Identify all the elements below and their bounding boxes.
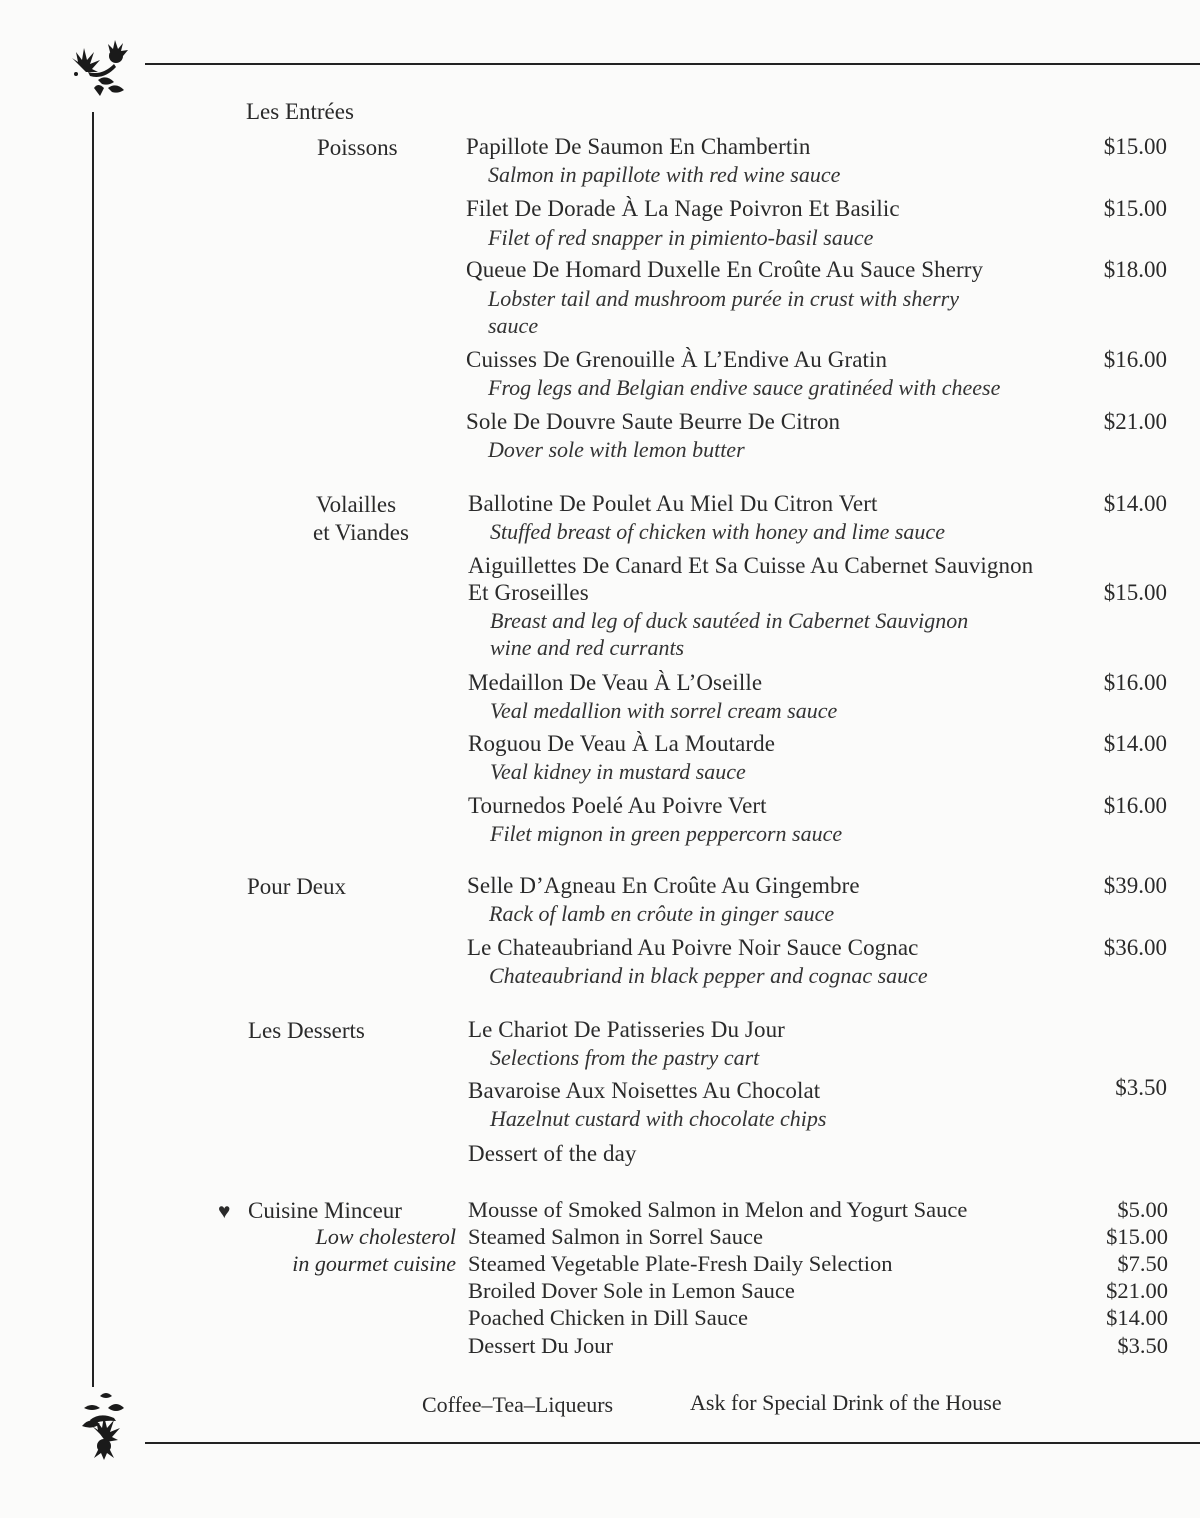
minceur-item-price: $15.00 bbox=[1106, 1224, 1168, 1249]
top-border-rule bbox=[145, 63, 1200, 65]
footer-drinks: Coffee–Tea–Liqueurs bbox=[422, 1392, 614, 1417]
section-sublabel: Low cholesterol bbox=[315, 1224, 456, 1249]
minceur-item-name: Steamed Vegetable Plate-Fresh Daily Selection bbox=[468, 1251, 893, 1276]
menu-item-name: Dessert of the day bbox=[468, 1141, 637, 1166]
page-title: Les Entrées bbox=[246, 99, 354, 124]
thistle-ornament-icon bbox=[68, 36, 138, 106]
minceur-item-price: $5.00 bbox=[1117, 1197, 1168, 1222]
menu-item-price: $39.00 bbox=[1103, 873, 1167, 898]
menu-item-name: Aiguillettes De Canard Et Sa Cuisse Au Cabernet Sauvignon bbox=[468, 553, 1034, 578]
menu-item-name: Tournedos Poelé Au Poivre Vert bbox=[468, 793, 767, 818]
minceur-item-price: $14.00 bbox=[1106, 1305, 1168, 1330]
menu-item-name: Cuisses De Grenouille À L’Endive Au Gratin bbox=[466, 347, 888, 372]
heart-icon: ♥ bbox=[218, 1199, 231, 1223]
menu-item-price: $15.00 bbox=[1103, 196, 1167, 221]
minceur-item-price: $7.50 bbox=[1117, 1251, 1168, 1276]
minceur-item-name: Mousse of Smoked Salmon in Melon and Yogurt Sauce bbox=[468, 1197, 968, 1222]
menu-item-name: Filet De Dorade À La Nage Poivron Et Basilic bbox=[466, 196, 900, 221]
minceur-item-name: Poached Chicken in Dill Sauce bbox=[468, 1305, 748, 1330]
menu-item-description: Lobster tail and mushroom purée in crust with sherry bbox=[488, 286, 959, 311]
section-label-volailles: Volailles bbox=[316, 492, 397, 517]
menu-item-description: Hazelnut custard with chocolate chips bbox=[490, 1106, 827, 1131]
menu-item-description: Frog legs and Belgian endive sauce gratinéed with cheese bbox=[488, 375, 1001, 400]
menu-item-price: $15.00 bbox=[1103, 580, 1167, 605]
menu-item-name: Medaillon De Veau À L’Oseille bbox=[468, 670, 763, 695]
menu-item-name: Queue De Homard Duxelle En Croûte Au Sauce Sherry bbox=[466, 257, 984, 282]
menu-item-description: Dover sole with lemon butter bbox=[488, 437, 745, 462]
minceur-item-price: $21.00 bbox=[1106, 1278, 1168, 1303]
menu-item-price: $16.00 bbox=[1103, 347, 1167, 372]
menu-item-name: Ballotine De Poulet Au Miel Du Citron Vert bbox=[468, 491, 878, 516]
menu-item-name: Roguou De Veau À La Moutarde bbox=[468, 731, 776, 756]
menu-item-description: Filet of red snapper in pimiento-basil sauce bbox=[488, 225, 874, 250]
menu-item-name: Papillote De Saumon En Chambertin bbox=[466, 134, 811, 159]
menu-item-description: Veal kidney in mustard sauce bbox=[490, 759, 746, 784]
menu-item-description: sauce bbox=[488, 313, 539, 338]
menu-item-price: $3.50 bbox=[1115, 1075, 1167, 1100]
section-label-desserts: Les Desserts bbox=[248, 1018, 365, 1043]
menu-item-description: Chateaubriand in black pepper and cognac sauce bbox=[489, 963, 928, 988]
footer-special-drink: Ask for Special Drink of the House bbox=[690, 1390, 1002, 1415]
minceur-item-price: $3.50 bbox=[1117, 1333, 1168, 1358]
menu-item-price: $16.00 bbox=[1103, 670, 1167, 695]
menu-item-name: Le Chateaubriand Au Poivre Noir Sauce Cognac bbox=[467, 935, 919, 960]
menu-item-description: Breast and leg of duck sautéed in Cabernet Sauvignon bbox=[490, 608, 969, 633]
minceur-item-name: Broiled Dover Sole in Lemon Sauce bbox=[468, 1278, 795, 1303]
menu-item-price: $14.00 bbox=[1103, 491, 1167, 516]
minceur-item-name: Steamed Salmon in Sorrel Sauce bbox=[468, 1224, 763, 1249]
menu-item-name: Le Chariot De Patisseries Du Jour bbox=[468, 1017, 785, 1042]
menu-item-description: Rack of lamb en crôute in ginger sauce bbox=[489, 901, 835, 926]
menu-item-name: Et Groseilles bbox=[468, 580, 589, 605]
section-label-poissons: Poissons bbox=[317, 135, 398, 160]
menu-item-description: Veal medallion with sorrel cream sauce bbox=[490, 698, 838, 723]
menu-item-price: $16.00 bbox=[1103, 793, 1167, 818]
menu-item-price: $21.00 bbox=[1103, 409, 1167, 434]
menu-item-price: $15.00 bbox=[1103, 134, 1167, 159]
section-sublabel: in gourmet cuisine bbox=[292, 1251, 456, 1276]
menu-item-description: Filet mignon in green peppercorn sauce bbox=[490, 821, 843, 846]
menu-item-description: Selections from the pastry cart bbox=[490, 1045, 760, 1070]
menu-item-name: Bavaroise Aux Noisettes Au Chocolat bbox=[468, 1078, 821, 1103]
menu-item-name: Sole De Douvre Saute Beurre De Citron bbox=[466, 409, 841, 434]
section-label-viandes: et Viandes bbox=[313, 520, 409, 545]
thistle-ornament-icon bbox=[70, 1386, 140, 1461]
menu-item-description: wine and red currants bbox=[490, 635, 685, 660]
menu-item-price: $14.00 bbox=[1103, 731, 1167, 756]
menu-item-description: Stuffed breast of chicken with honey and lime sauce bbox=[490, 519, 945, 544]
section-label-pour-deux: Pour Deux bbox=[247, 874, 347, 899]
menu-item-price: $18.00 bbox=[1103, 257, 1167, 282]
menu-item-name: Selle D’Agneau En Croûte Au Gingembre bbox=[467, 873, 860, 898]
section-label-minceur: Cuisine Minceur bbox=[248, 1198, 402, 1223]
left-border-rule bbox=[92, 112, 94, 1387]
minceur-item-name: Dessert Du Jour bbox=[468, 1333, 613, 1358]
bottom-border-rule bbox=[145, 1442, 1200, 1444]
menu-item-description: Salmon in papillote with red wine sauce bbox=[488, 162, 841, 187]
menu-item-price: $36.00 bbox=[1103, 935, 1167, 960]
